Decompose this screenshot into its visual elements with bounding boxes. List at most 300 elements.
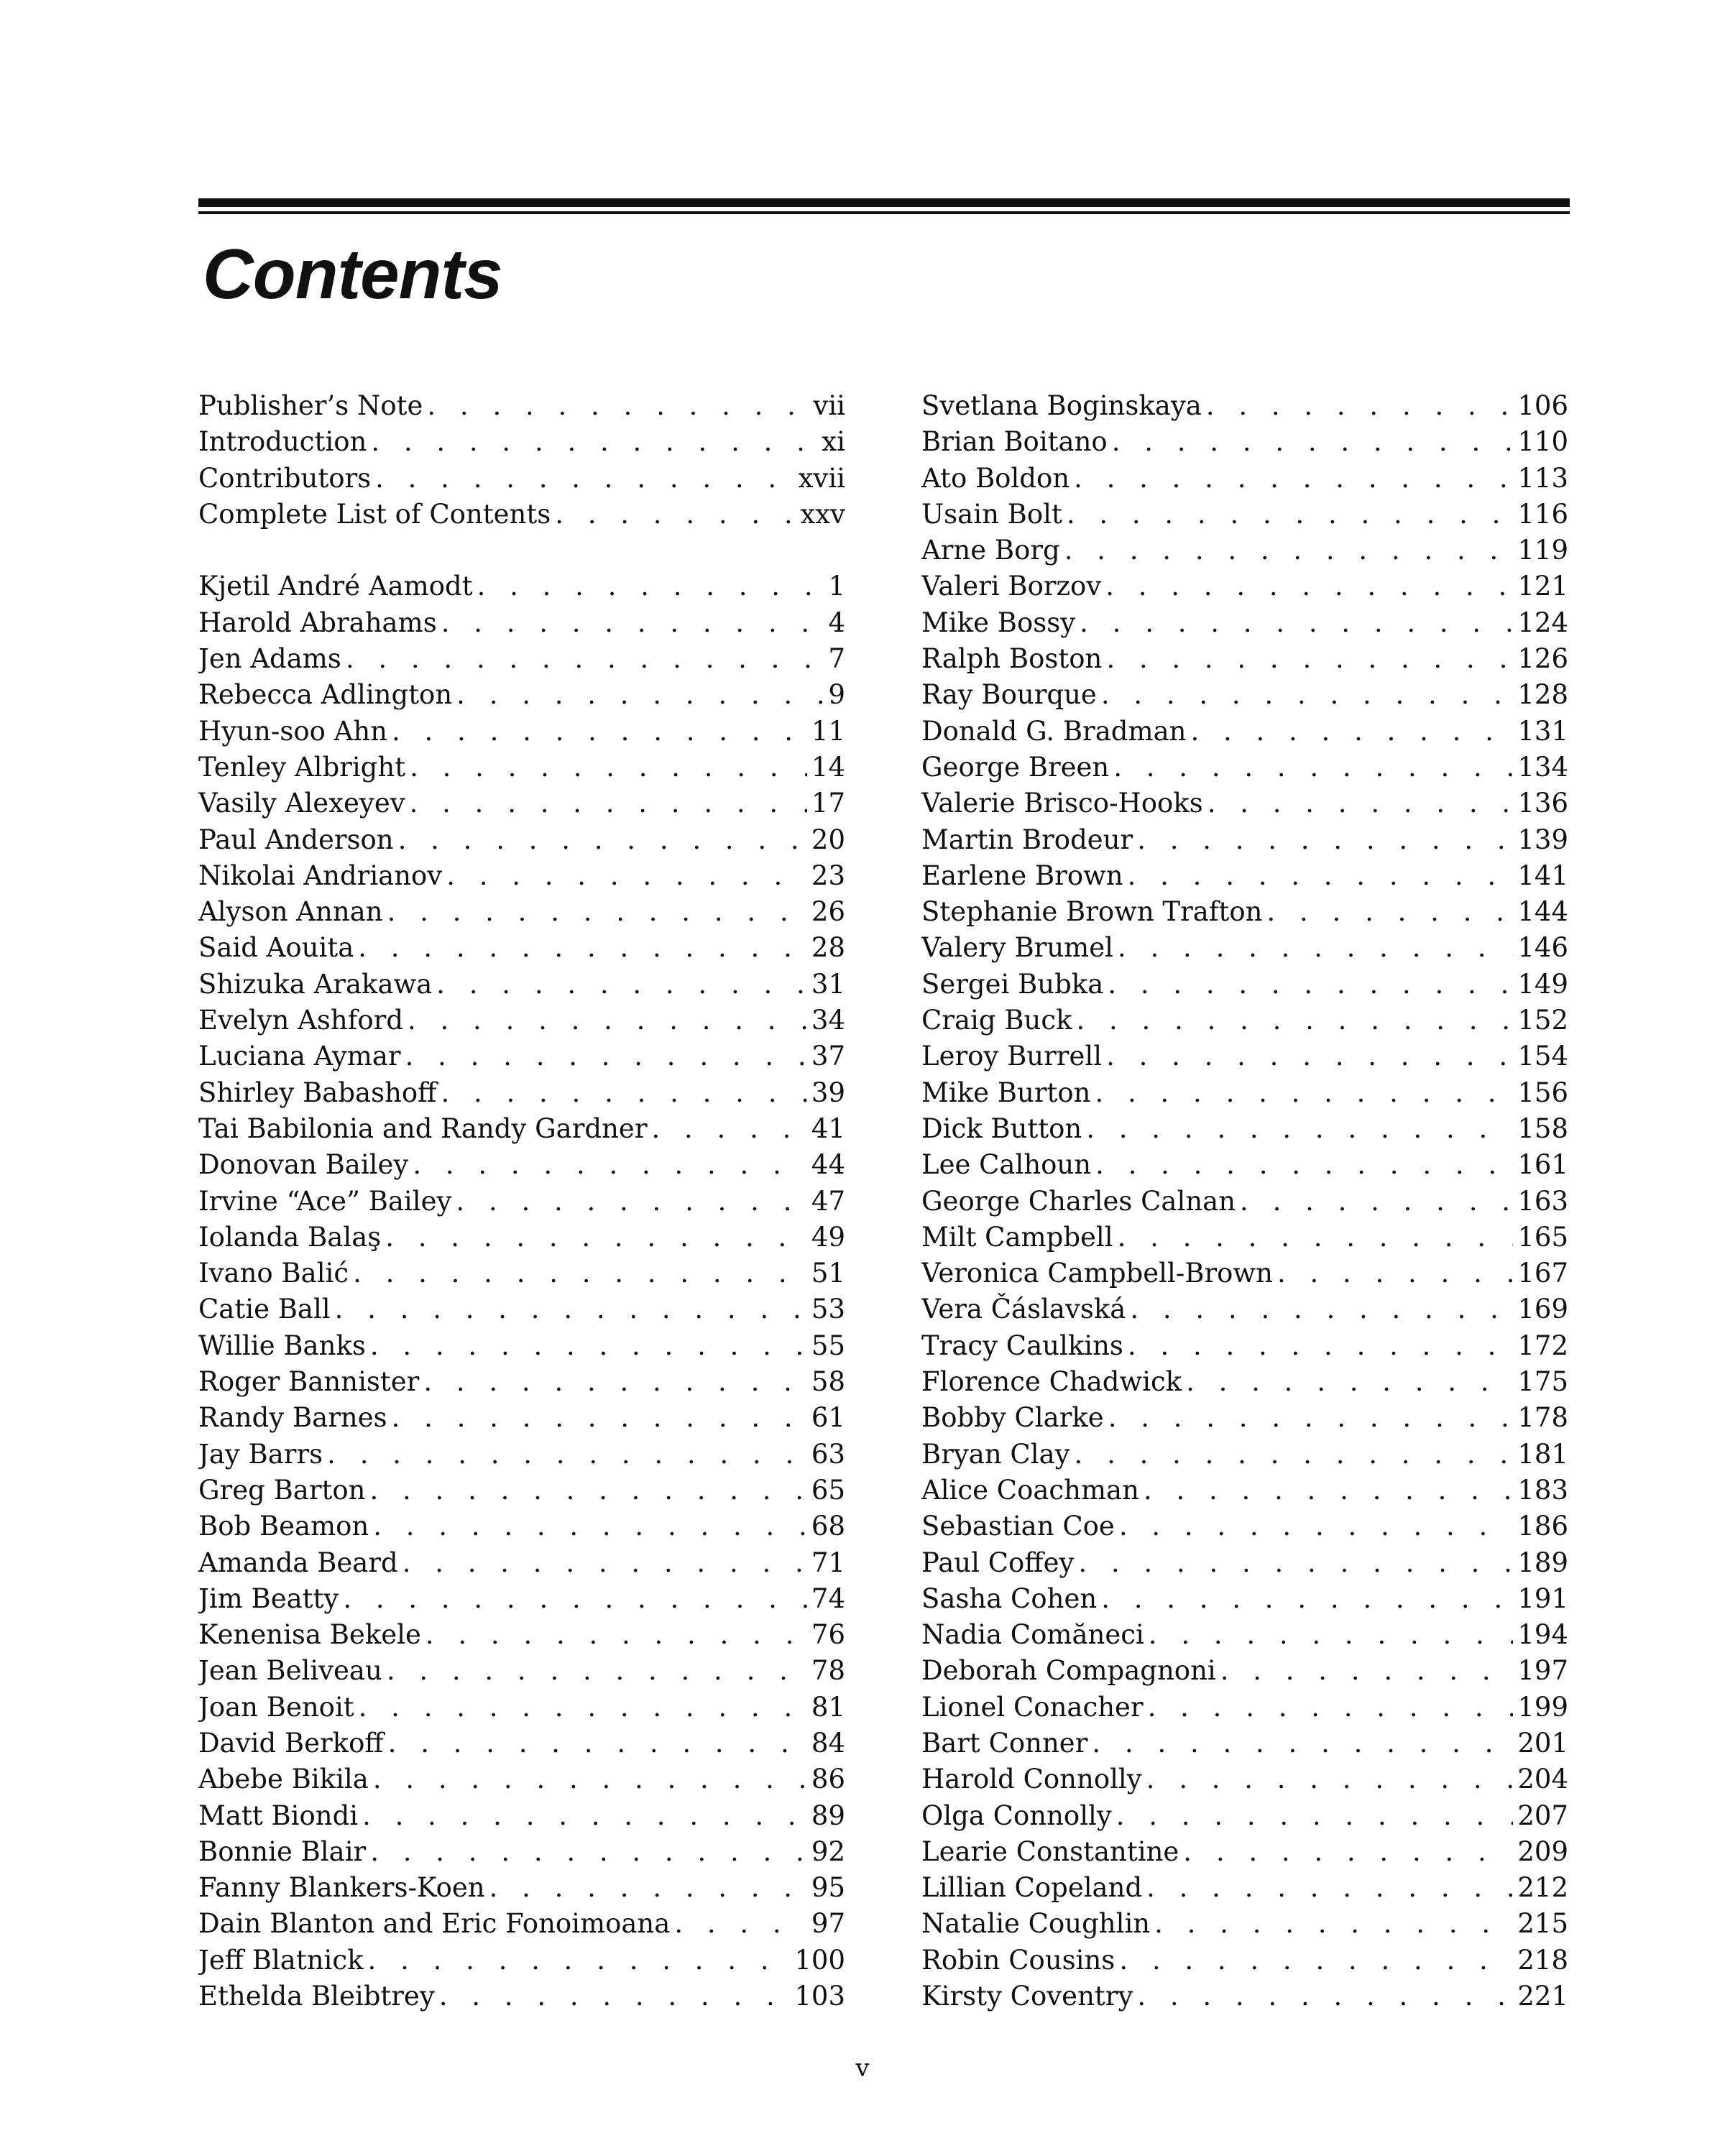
dot-leader <box>387 1653 807 1689</box>
dot-leader <box>1108 1400 1514 1436</box>
entry-page-number: 197 <box>1517 1655 1568 1687</box>
entry-page-number: 61 <box>811 1402 845 1434</box>
toc-entry <box>198 930 845 966</box>
toc-entry <box>198 1038 845 1074</box>
entry-page-number: 146 <box>1517 932 1568 964</box>
entry-title: Veronica Campbell-Brown <box>921 1258 1273 1289</box>
entry-title: Martin Brodeur <box>921 824 1133 855</box>
entry-title: Bonnie Blair <box>198 1835 367 1867</box>
entry-title: Ivano Balić <box>198 1258 349 1289</box>
entry-page-number: 149 <box>1517 968 1568 1000</box>
dot-leader <box>1078 1545 1513 1581</box>
toc-entry <box>921 1075 1568 1111</box>
entry-title: Valery Brumel <box>921 932 1113 964</box>
entry-page-number: 215 <box>1517 1908 1568 1940</box>
entry-page-number: 113 <box>1517 462 1568 494</box>
entry-title: Olga Connolly <box>921 1800 1112 1831</box>
entry-page-number: 163 <box>1517 1185 1568 1217</box>
toc-entry <box>921 1834 1568 1870</box>
dot-leader <box>1220 1653 1514 1689</box>
toc-entry <box>198 1111 845 1147</box>
dot-leader <box>1116 1798 1514 1834</box>
entry-title: Donovan Bailey <box>198 1149 409 1181</box>
dot-leader <box>1183 1834 1513 1870</box>
dot-leader <box>385 1220 807 1256</box>
entry-page-number: 7 <box>828 643 845 675</box>
entry-title: David Berkoff <box>198 1727 384 1759</box>
entry-title: Alice Coachman <box>921 1474 1139 1506</box>
toc-entry <box>921 641 1568 677</box>
dot-leader <box>1077 1003 1514 1038</box>
entry-title: Tai Babilonia and Randy Gardner <box>198 1112 648 1144</box>
toc-entry <box>198 1653 845 1689</box>
entry-page-number: 20 <box>811 824 845 855</box>
toc-entry <box>921 1400 1568 1436</box>
entry-page-number: 51 <box>811 1258 845 1289</box>
entry-page-number: 110 <box>1517 426 1568 458</box>
entry-title: Joan Benoit <box>198 1691 354 1723</box>
dot-leader <box>373 1761 807 1797</box>
entry-title: Alyson Annan <box>198 896 383 928</box>
dot-leader <box>346 641 824 677</box>
entry-title: Greg Barton <box>198 1474 366 1506</box>
dot-leader <box>426 1617 807 1653</box>
entry-page-number: 144 <box>1517 896 1568 928</box>
entry-page-number: 136 <box>1517 788 1568 819</box>
entry-title: Vasily Alexeyev <box>198 788 405 819</box>
entry-title: Sergei Bubka <box>921 968 1104 1000</box>
dot-leader <box>1119 1508 1514 1544</box>
toc-entry <box>198 1147 845 1183</box>
dot-leader <box>441 605 824 641</box>
section-gap <box>198 533 845 568</box>
entry-page-number: 92 <box>811 1835 845 1867</box>
entry-page-number: 86 <box>811 1764 845 1795</box>
toc-entry <box>921 1726 1568 1761</box>
toc-entry <box>198 1798 845 1834</box>
toc-entry <box>198 461 845 497</box>
entry-page-number: 194 <box>1517 1619 1568 1651</box>
entry-title: Milt Campbell <box>921 1221 1113 1253</box>
dot-leader <box>1144 1473 1513 1508</box>
dot-leader <box>1101 677 1514 713</box>
page-number: v <box>855 2054 870 2083</box>
toc-entry <box>198 1256 845 1291</box>
toc-entry <box>198 786 845 821</box>
entry-page-number: 106 <box>1517 390 1568 421</box>
toc-entry <box>921 1220 1568 1256</box>
dot-leader <box>392 714 807 750</box>
entry-page-number: 65 <box>811 1474 845 1506</box>
dot-leader <box>1148 1690 1514 1726</box>
dot-leader <box>370 1834 807 1870</box>
toc-entry <box>198 1834 845 1870</box>
entry-title: Lionel Conacher <box>921 1691 1144 1723</box>
toc-entry <box>921 1545 1568 1581</box>
toc-entry <box>921 1581 1568 1617</box>
toc-entry <box>198 750 845 786</box>
entry-page-number: 68 <box>811 1511 845 1542</box>
toc-entry <box>921 424 1568 460</box>
entry-page-number: 221 <box>1517 1981 1568 2012</box>
toc-entry <box>921 1111 1568 1147</box>
toc-entry <box>921 786 1568 821</box>
entry-title: Lillian Copeland <box>921 1872 1143 1904</box>
dot-leader <box>392 1400 807 1436</box>
entry-title: Svetlana Boginskaya <box>921 390 1202 421</box>
entry-title: Catie Ball <box>198 1294 331 1325</box>
toc-entry <box>921 822 1568 858</box>
entry-title: Evelyn Ashford <box>198 1005 404 1036</box>
dot-leader <box>441 1075 806 1111</box>
dot-leader <box>410 750 807 786</box>
entry-page-number: 81 <box>811 1691 845 1723</box>
entry-page-number: 128 <box>1517 679 1568 711</box>
dot-leader <box>652 1111 807 1147</box>
entry-title: Matt Biondi <box>198 1800 359 1831</box>
dot-leader <box>1108 967 1513 1003</box>
entry-page-number: 191 <box>1517 1583 1568 1614</box>
dot-leader <box>405 1038 807 1074</box>
dot-leader <box>1137 822 1513 858</box>
entry-title: Contributors <box>198 462 372 494</box>
toc-entry <box>198 822 845 858</box>
entry-page-number: 44 <box>811 1149 845 1181</box>
entry-page-number: 14 <box>811 751 845 783</box>
entry-title: Harold Abrahams <box>198 607 437 638</box>
dot-leader <box>456 677 824 713</box>
entry-page-number: 139 <box>1517 824 1568 855</box>
toc-entry <box>921 1978 1568 2014</box>
entry-page-number: 4 <box>828 607 845 638</box>
dot-leader <box>1067 497 1514 533</box>
entry-page-number: 204 <box>1517 1764 1568 1795</box>
entry-title: Jean Beliveau <box>198 1655 382 1687</box>
dot-leader <box>1119 1943 1513 1978</box>
entry-page-number: 41 <box>811 1112 845 1144</box>
toc-entry <box>198 1291 845 1327</box>
dot-leader <box>1118 930 1513 966</box>
toc-entry <box>921 894 1568 930</box>
toc-entry <box>198 1761 845 1797</box>
entry-page-number: 156 <box>1517 1077 1568 1108</box>
entry-title: Abebe Bikila <box>198 1764 369 1795</box>
entry-title: Lee Calhoun <box>921 1149 1092 1181</box>
dot-leader <box>402 1545 807 1581</box>
dot-leader <box>1080 605 1513 641</box>
entry-title: Amanda Beard <box>198 1547 398 1578</box>
entry-page-number: 167 <box>1517 1258 1568 1289</box>
entry-title: Leroy Burrell <box>921 1041 1103 1072</box>
entry-page-number: xvii <box>798 462 845 494</box>
entry-title: Robin Cousins <box>921 1944 1116 1976</box>
toc-entry <box>198 1617 845 1653</box>
entry-page-number: 121 <box>1517 571 1568 602</box>
dot-leader <box>1277 1256 1513 1291</box>
entry-title: Learie Constantine <box>921 1835 1179 1867</box>
dot-leader <box>555 497 796 533</box>
dot-leader <box>408 1003 807 1038</box>
entry-title: Jeff Blatnick <box>198 1944 364 1976</box>
entry-title: Iolanda Balaş <box>198 1221 382 1253</box>
entry-page-number: 89 <box>811 1800 845 1831</box>
entry-page-number: 183 <box>1517 1474 1568 1506</box>
dot-leader <box>373 1508 807 1544</box>
dot-leader <box>370 1328 807 1364</box>
entry-title: Kirsty Coventry <box>921 1981 1133 2012</box>
toc-entry <box>921 1617 1568 1653</box>
toc-entry <box>921 1690 1568 1726</box>
entry-title: Publisher’s Note <box>198 390 423 421</box>
toc-entry <box>921 1761 1568 1797</box>
entry-page-number: xi <box>822 426 845 458</box>
entry-title: Paul Anderson <box>198 824 394 855</box>
dot-leader <box>1149 1617 1514 1653</box>
entry-title: Harold Connolly <box>921 1764 1142 1795</box>
dot-leader <box>1267 894 1514 930</box>
entry-page-number: 178 <box>1517 1402 1568 1434</box>
entry-page-number: 175 <box>1517 1366 1568 1398</box>
entry-title: Brian Boitano <box>921 426 1108 458</box>
entry-title: Shirley Babashoff <box>198 1077 437 1108</box>
entry-title: Luciana Aymar <box>198 1041 401 1072</box>
entry-page-number: 141 <box>1517 860 1568 891</box>
entry-page-number: 181 <box>1517 1438 1568 1470</box>
dot-leader <box>427 388 809 424</box>
dot-leader <box>370 1473 807 1508</box>
dot-leader <box>1095 1075 1513 1111</box>
entry-title: Kenenisa Bekele <box>198 1619 421 1651</box>
entry-title: Irvine “Ace” Bailey <box>198 1185 452 1217</box>
toc-entry <box>198 1075 845 1111</box>
toc-entry <box>198 568 845 604</box>
toc-entry <box>198 605 845 641</box>
entry-page-number: 95 <box>811 1872 845 1904</box>
entry-page-number: 78 <box>811 1655 845 1687</box>
entry-page-number: 47 <box>811 1185 845 1217</box>
dot-leader <box>371 424 817 460</box>
entry-page-number: 103 <box>794 1981 845 2012</box>
page-title: Contents <box>203 234 502 313</box>
entry-title: Valeri Borzov <box>921 571 1102 602</box>
dot-leader <box>489 1870 807 1906</box>
toc-entry <box>198 714 845 750</box>
dot-leader <box>456 1184 807 1220</box>
dot-leader <box>423 1364 807 1400</box>
dot-leader <box>1154 1906 1513 1942</box>
toc-entry <box>198 1690 845 1726</box>
header-rule-thin <box>198 211 1570 214</box>
dot-leader <box>1086 1111 1513 1147</box>
entry-page-number: 71 <box>811 1547 845 1578</box>
toc-entry <box>198 1870 845 1906</box>
entry-title: Deborah Compagnoni <box>921 1655 1216 1687</box>
dot-leader <box>674 1906 807 1942</box>
entry-title: Randy Barnes <box>198 1402 387 1434</box>
dot-leader <box>375 461 794 497</box>
entry-page-number: vii <box>813 390 845 421</box>
entry-title: Hyun-soo Ahn <box>198 715 388 747</box>
dot-leader <box>1106 1038 1513 1074</box>
entry-page-number: 74 <box>811 1583 845 1614</box>
toc-entry <box>921 677 1568 713</box>
entry-title: Rebecca Adlington <box>198 679 453 711</box>
dot-leader <box>1146 1870 1513 1906</box>
toc-entry <box>921 1003 1568 1038</box>
entry-page-number: 49 <box>811 1221 845 1253</box>
entry-title: Complete List of Contents <box>198 498 551 530</box>
toc-entry <box>198 388 845 424</box>
dot-leader <box>1118 1220 1514 1256</box>
dot-leader <box>439 1978 791 2014</box>
entry-page-number: 55 <box>811 1330 845 1361</box>
toc-entry <box>921 1038 1568 1074</box>
entry-title: Ato Boldon <box>921 462 1070 494</box>
entry-title: Arne Borg <box>921 535 1060 566</box>
entry-title: Vera Čáslavská <box>921 1294 1126 1325</box>
entry-page-number: xxv <box>800 498 845 530</box>
dot-leader <box>368 1943 791 1978</box>
toc-entry <box>198 1184 845 1220</box>
entry-title: George Breen <box>921 751 1110 783</box>
entry-title: Paul Coffey <box>921 1547 1075 1578</box>
toc-entry <box>921 1184 1568 1220</box>
entry-title: Nadia Comăneci <box>921 1619 1144 1651</box>
toc-entry <box>921 605 1568 641</box>
toc-entry <box>921 461 1568 497</box>
toc-entry <box>921 1147 1568 1183</box>
toc-entry <box>921 1328 1568 1364</box>
entry-page-number: 11 <box>811 715 845 747</box>
entry-page-number: 169 <box>1517 1294 1568 1325</box>
entry-title: Craig Buck <box>921 1005 1072 1036</box>
entry-page-number: 9 <box>828 679 845 711</box>
dot-leader <box>446 858 807 894</box>
entry-title: Jim Beatty <box>198 1583 339 1614</box>
entry-title: Bryan Clay <box>921 1438 1070 1470</box>
dot-leader <box>1137 1978 1513 2014</box>
entry-title: Tracy Caulkins <box>921 1330 1123 1361</box>
toc-entry <box>198 858 845 894</box>
toc-entry <box>921 1653 1568 1689</box>
entry-page-number: 63 <box>811 1438 845 1470</box>
entry-title: Mike Burton <box>921 1077 1091 1108</box>
entry-title: Donald G. Bradman <box>921 715 1187 747</box>
entry-title: George Charles Calnan <box>921 1185 1236 1217</box>
dot-leader <box>1095 1147 1513 1183</box>
entry-page-number: 124 <box>1517 607 1568 638</box>
dot-leader <box>1064 533 1514 568</box>
entry-title: Usain Bolt <box>921 498 1062 530</box>
entry-page-number: 152 <box>1517 1005 1568 1036</box>
toc-entry <box>921 1798 1568 1834</box>
entry-title: Ethelda Bleibtrey <box>198 1981 435 2012</box>
entry-page-number: 34 <box>811 1005 845 1036</box>
toc-entry <box>198 1400 845 1436</box>
toc-entry <box>921 388 1568 424</box>
toc-entry <box>198 1726 845 1761</box>
entry-page-number: 186 <box>1517 1511 1568 1542</box>
dot-leader <box>387 894 807 930</box>
entry-title: Jen Adams <box>198 643 341 675</box>
dot-leader <box>359 1690 807 1726</box>
entry-title: Ralph Boston <box>921 643 1103 675</box>
toc-entry <box>921 1943 1568 1978</box>
dot-leader <box>1128 1328 1513 1364</box>
toc-entry <box>198 1581 845 1617</box>
toc-entry <box>921 1291 1568 1327</box>
entry-page-number: 161 <box>1517 1149 1568 1181</box>
dot-leader <box>1075 1437 1514 1473</box>
entry-page-number: 100 <box>794 1944 845 1976</box>
entry-title: Fanny Blankers-Koen <box>198 1872 485 1904</box>
toc-entry <box>198 424 845 460</box>
entry-page-number: 131 <box>1517 715 1568 747</box>
toc-entry <box>198 1943 845 1978</box>
dot-leader <box>1206 388 1514 424</box>
dot-leader <box>1146 1761 1514 1797</box>
toc-entry <box>921 1437 1568 1473</box>
toc-entry <box>198 1906 845 1942</box>
toc-entry <box>198 1978 845 2014</box>
entry-page-number: 212 <box>1517 1872 1568 1904</box>
toc-entry <box>921 533 1568 568</box>
dot-leader <box>362 1798 807 1834</box>
toc-entry <box>198 1545 845 1581</box>
dot-leader <box>353 1256 807 1291</box>
header-rule-thick <box>198 198 1570 207</box>
entry-title: Sebastian Coe <box>921 1511 1115 1542</box>
toc-entry <box>921 967 1568 1003</box>
toc-entry <box>198 1328 845 1364</box>
dot-leader <box>1113 750 1513 786</box>
entry-title: Mike Bossy <box>921 607 1076 638</box>
dot-leader <box>335 1291 807 1327</box>
toc-entry <box>198 677 845 713</box>
toc-entry <box>198 967 845 1003</box>
toc-entry <box>921 1870 1568 1906</box>
entry-page-number: 119 <box>1517 535 1568 566</box>
entry-page-number: 31 <box>811 968 845 1000</box>
entry-page-number: 26 <box>811 896 845 928</box>
contents-column-right <box>921 388 1568 2014</box>
dot-leader <box>343 1581 807 1617</box>
entry-page-number: 134 <box>1517 751 1568 783</box>
dot-leader <box>1208 786 1514 821</box>
entry-page-number: 76 <box>811 1619 845 1651</box>
entry-title: Jay Barrs <box>198 1438 323 1470</box>
entry-page-number: 218 <box>1517 1944 1568 1976</box>
entry-title: Valerie Brisco-Hooks <box>921 788 1203 819</box>
dot-leader <box>1106 641 1513 677</box>
entry-page-number: 172 <box>1517 1330 1568 1361</box>
dot-leader <box>1190 714 1513 750</box>
dot-leader <box>436 967 807 1003</box>
toc-entry <box>198 1220 845 1256</box>
toc-entry <box>921 750 1568 786</box>
entry-page-number: 58 <box>811 1366 845 1398</box>
entry-title: Shizuka Arakawa <box>198 968 433 1000</box>
entry-title: Stephanie Brown Trafton <box>921 896 1263 928</box>
entry-page-number: 53 <box>811 1294 845 1325</box>
toc-entry <box>198 1508 845 1544</box>
dot-leader <box>1112 424 1514 460</box>
toc-entry <box>198 1003 845 1038</box>
toc-entry <box>921 930 1568 966</box>
entry-page-number: 37 <box>811 1041 845 1072</box>
entry-title: Earlene Brown <box>921 860 1123 891</box>
dot-leader <box>1092 1726 1513 1761</box>
